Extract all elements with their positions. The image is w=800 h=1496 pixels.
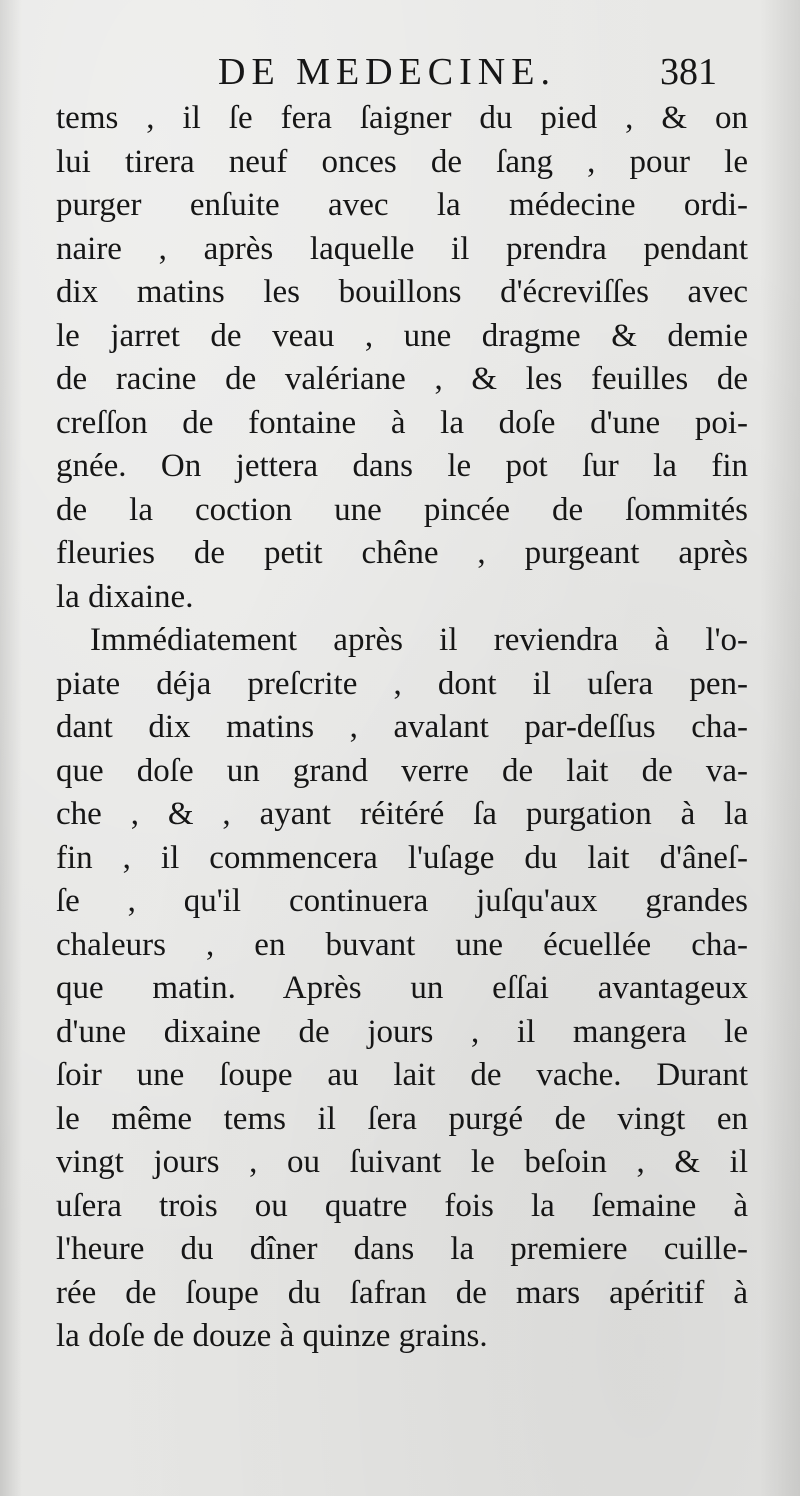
text-line: fin , il commencera l'uſage du lait d'âneſ- [56,839,748,876]
text-line: ſe , qu'il continuera juſqu'aux grandes [56,883,748,919]
text-line: dix matins les bouillons d'écreviſſes avec [56,274,748,310]
text-line: Immédiatement après il reviendra à l'o- [90,622,748,658]
text-line: chaleurs , en buvant une écuellée cha- [56,926,748,963]
text-line: que matin. Après un eſſai avantageux [56,970,748,1006]
text-line: la dixaine. [56,578,194,615]
text-line: piate déja preſcrite , dont il uſera pen- [56,665,748,702]
running-title: DE MEDECINE. [218,51,556,93]
text-line: naire , après laquelle il prendra pendant [56,230,748,267]
text-line: d'une dixaine de jours , il mangera le [56,1013,748,1050]
text-line: le même tems il ſera purgé de vingt en [56,1100,748,1137]
text-line: che , & , ayant réitéré ſa purgation à la [56,796,748,832]
text-line: rée de ſoupe du ſafran de mars apéritif à [56,1274,748,1311]
paragraph-1 [56,97,748,619]
page-number: 381 [660,51,717,93]
page-header [0,50,800,98]
text-line: uſera trois ou quatre fois la ſemaine à [56,1187,748,1224]
text-line: lui tirera neuf onces de ſang , pour le [56,143,748,180]
body-text [56,97,748,1359]
text-line: gnée. On jettera dans le pot ſur la fin [56,448,748,484]
text-line: l'heure du dîner dans la premiere cuille- [56,1231,748,1267]
text-line: la doſe de douze à quinze grains. [56,1318,488,1354]
text-line: de la coction une pincée de ſommités [56,491,748,528]
text-line: dant dix matins , avalant par-deſſus cha- [56,709,748,745]
text-line: creſſon de fontaine à la doſe d'une poi- [56,404,748,441]
text-line: purger enſuite avec la médecine ordi- [56,187,748,223]
text-line: le jarret de veau , une dragme & demie [56,317,748,354]
text-line: vingt jours , ou ſuivant le beſoin , & il [56,1144,748,1180]
text-line: tems , il ſe fera ſaigner du pied , & on [56,100,748,136]
paragraph-2 [56,619,748,1359]
text-line: fleuries de petit chêne , purgeant après [56,535,748,571]
text-line: de racine de valériane , & les feuilles de [56,361,748,397]
text-line: que doſe un grand verre de lait de va- [56,752,748,789]
text-line: ſoir une ſoupe au lait de vache. Durant [56,1057,748,1093]
